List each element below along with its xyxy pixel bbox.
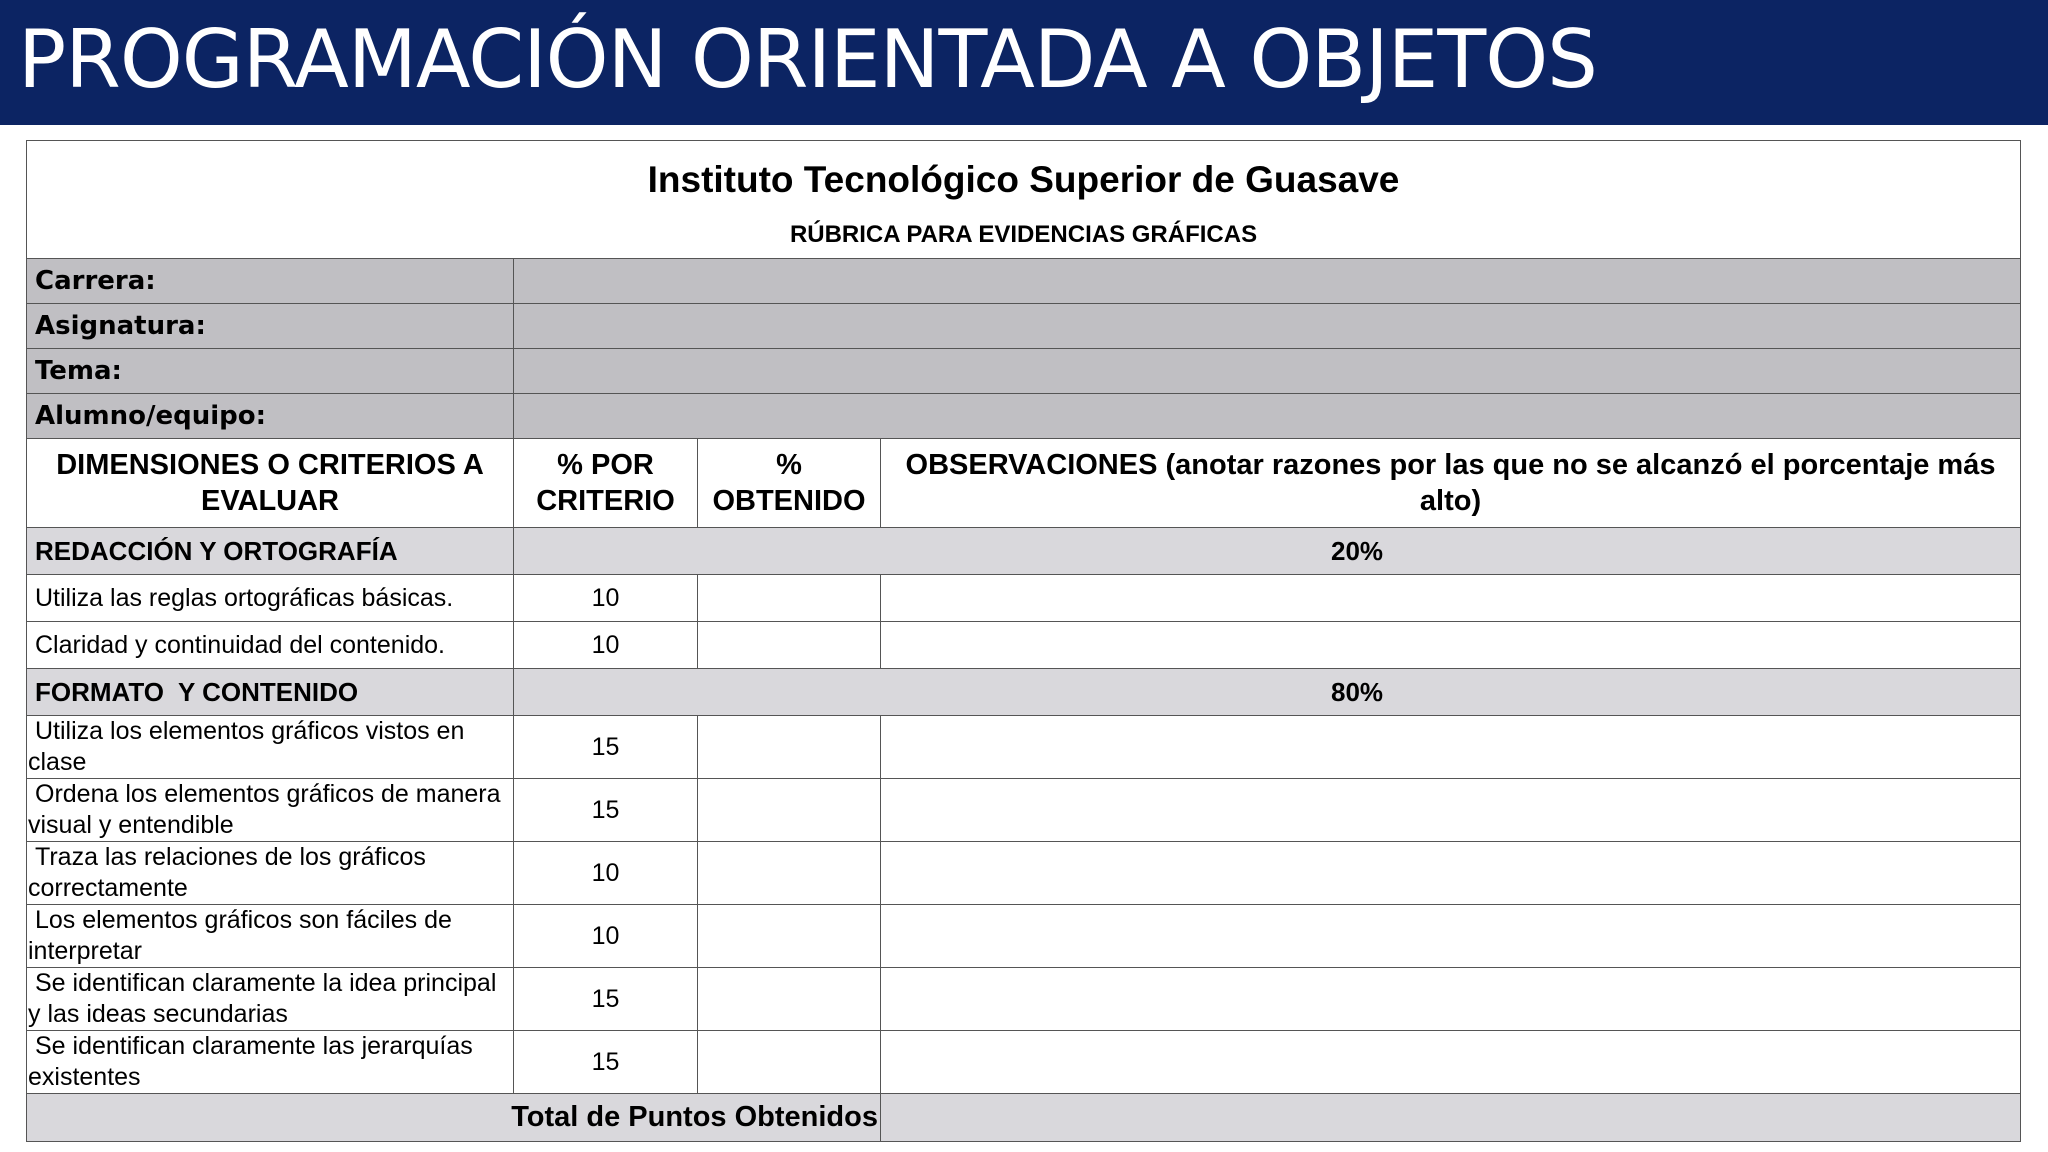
criterion-row [27,905,2021,968]
obtained-cell[interactable] [698,575,881,622]
criterion-row [27,575,2021,622]
alumno-field[interactable] [514,394,2021,439]
total-row [27,1094,2021,1142]
total-value-field[interactable] [881,1094,2021,1142]
criterion-row [27,1031,2021,1094]
criterion-points: 15 [514,779,698,842]
criterion-row [27,968,2021,1031]
rubric-table [26,140,2021,1142]
slide-title: PROGRAMACIÓN ORIENTADA A OBJETOS [18,13,1597,106]
info-row-alumno [27,394,2021,439]
obtained-cell[interactable] [698,1031,881,1094]
info-row-asignatura [27,304,2021,349]
criterion-text: Los elementos gráficos son fáciles de interpretar [27,905,514,968]
obtained-cell[interactable] [698,779,881,842]
column-header-row [27,439,2021,528]
criterion-row [27,622,2021,669]
criterion-points: 15 [514,716,698,779]
rubric-header-row [27,141,2021,259]
info-label: Alumno/equipo: [27,394,514,439]
observations-cell[interactable] [881,779,2021,842]
obtained-cell[interactable] [698,905,881,968]
info-row-carrera [27,259,2021,304]
criterion-points: 15 [514,1031,698,1094]
obtained-cell[interactable] [698,622,881,669]
criterion-text: Traza las relaciones de los gráficos correctamente [27,842,514,905]
criterion-text: Claridad y continuidad del contenido. [27,622,514,669]
observations-cell[interactable] [881,622,2021,669]
obtained-cell[interactable] [698,716,881,779]
observations-cell[interactable] [881,968,2021,1031]
title-banner [0,0,2048,125]
total-label: Total de Puntos Obtenidos [27,1094,881,1142]
obtained-cell[interactable] [698,968,881,1031]
criterion-points: 10 [514,622,698,669]
observations-cell[interactable] [881,1031,2021,1094]
criterion-text: Utiliza los elementos gráficos vistos en clase [27,716,514,779]
section-weight: 80% [514,669,2021,716]
section-name: FORMATO Y CONTENIDO [27,669,514,716]
section-row-formato [27,669,2021,716]
criterion-text: Se identifican claramente la idea principal y las ideas secundarias [27,968,514,1031]
info-label: Tema: [27,349,514,394]
column-header-percent-obtained: % OBTENIDO [698,439,881,528]
criterion-text: Ordena los elementos gráficos de manera visual y entendible [27,779,514,842]
info-label: Asignatura: [27,304,514,349]
institution-name: Instituto Tecnológico Superior de Guasave [647,158,1400,200]
rubric-subtitle: RÚBRICA PARA EVIDENCIAS GRÁFICAS [789,220,1258,248]
section-weight: 20% [514,528,2021,575]
column-header-percent-criterion: % POR CRITERIO [514,439,698,528]
column-header-observations: OBSERVACIONES (anotar razones por las que no se alcanzó el porcentaje más alto) [881,439,2021,528]
info-label: Carrera: [27,259,514,304]
criterion-text: Se identifican claramente las jerarquías existentes [27,1031,514,1094]
observations-cell[interactable] [881,905,2021,968]
asignatura-field[interactable] [514,304,2021,349]
criterion-points: 10 [514,575,698,622]
criterion-points: 10 [514,842,698,905]
criterion-row [27,779,2021,842]
observations-cell[interactable] [881,575,2021,622]
observations-cell[interactable] [881,716,2021,779]
observations-cell[interactable] [881,842,2021,905]
info-row-tema [27,349,2021,394]
section-name: REDACCIÓN Y ORTOGRAFÍA [27,528,514,575]
carrera-field[interactable] [514,259,2021,304]
criterion-row [27,716,2021,779]
criterion-row [27,842,2021,905]
criterion-points: 15 [514,968,698,1031]
column-header-criteria: DIMENSIONES O CRITERIOS A EVALUAR [27,439,514,528]
rubric-header-cell [27,141,2021,259]
tema-field[interactable] [514,349,2021,394]
criterion-text: Utiliza las reglas ortográficas básicas. [27,575,514,622]
criterion-points: 10 [514,905,698,968]
obtained-cell[interactable] [698,842,881,905]
section-row-redaccion [27,528,2021,575]
